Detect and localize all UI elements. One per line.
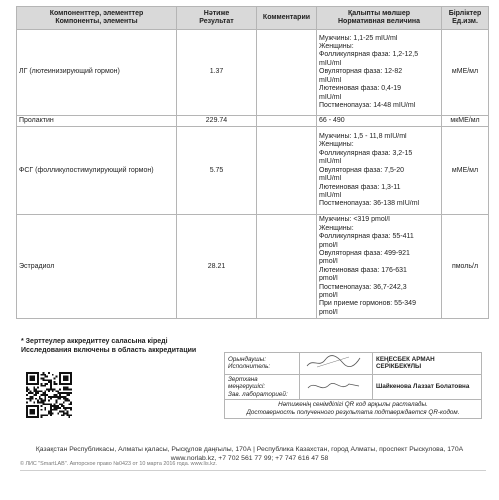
qr-note-row xyxy=(225,400,482,419)
accreditation-note: * Зерттеулер аккредиттеу саласына кіреді Исследования включены в область аккредитации xyxy=(21,338,197,354)
norm-line: Фолликулярная фаза: 3,2-15 xyxy=(319,149,413,157)
header-unit: Бірліктер Ед.изм. xyxy=(442,7,489,30)
component-name: Пролактин xyxy=(17,116,177,127)
head-role: Зертхана меңгерушісі: Зав. лабораторией: xyxy=(225,374,300,400)
result-row xyxy=(17,30,489,116)
comment-cell xyxy=(257,215,317,319)
qr-note: Нәтиженің сенімділігі QR код арқылы расталады. Достоверность полученного результата подтверждается QR-кодом. xyxy=(225,400,482,419)
unit-cell: мМЕ/мл xyxy=(442,30,489,116)
norm-line: Мужчины: 1,5 - 11,8 mIU/ml xyxy=(319,133,407,141)
norm-line: pmol/l xyxy=(319,292,338,300)
norm-line: mIU/ml xyxy=(319,59,342,67)
norm-line: Овуляторная фаза: 7,5-20 xyxy=(319,166,405,174)
result-row xyxy=(17,116,489,127)
footer-divider xyxy=(20,470,486,471)
head-signature xyxy=(300,374,373,400)
norm-cell xyxy=(317,127,442,215)
performer-signature xyxy=(300,353,373,375)
norm-line: Постменопауза: 36-138 mIU/ml xyxy=(319,200,420,208)
result-value: 5.75 xyxy=(177,127,257,215)
norm-line: pmol/l xyxy=(319,241,338,249)
norm-cell xyxy=(317,30,442,116)
norm-line: Мужчины: <319 pmol/l xyxy=(319,216,390,224)
norm-line: Овуляторная фаза: 12-82 xyxy=(319,68,403,76)
copyright: © ЛИС "SmartLAB". Авторское право №0423 от 10 марта 2016 года. www.lis.kz. xyxy=(20,461,218,467)
header-comment: Комментарии xyxy=(257,7,317,30)
result-row xyxy=(17,127,489,215)
norm-line: pmol/l xyxy=(319,275,338,283)
footer-address: Қазақстан Республикасы, Алматы қаласы, Рысқұлов даңғылы, 170А | Республика Казахстан, город Алматы, проспект Рыскулова, 170А www.norlab.kz, +7 702 561 77 99; +7 747 616 47 58 xyxy=(35,446,464,462)
norm-cell xyxy=(317,215,442,319)
norm-line: mIU/ml xyxy=(319,76,342,84)
norm-line: mIU/ml xyxy=(319,175,342,183)
norm-line: pmol/l xyxy=(319,258,338,266)
results-header-row xyxy=(17,7,489,30)
norm-line: Мужчины: 1,1-25 mIU/ml xyxy=(319,34,398,42)
norm-line: Фолликулярная фаза: 55-411 xyxy=(319,233,414,241)
component-name: ЛГ (лютеинизирующий гормон) xyxy=(17,30,177,116)
component-name: ФСГ (фолликулостимулирующий гормон) xyxy=(17,127,177,215)
signature-table xyxy=(224,352,482,419)
comment-cell xyxy=(257,30,317,116)
norm-line: mIU/ml xyxy=(319,158,342,166)
comment-cell xyxy=(257,127,317,215)
result-row xyxy=(17,215,489,319)
unit-cell: мМЕ/мл xyxy=(442,127,489,215)
norm-line: Лютеиновая фаза: 0,4-19 xyxy=(319,85,402,93)
norm-line: Постменопауза: 14-48 mIU/ml xyxy=(319,101,416,109)
norm-line: 66 - 490 xyxy=(319,117,345,124)
component-name: Эстрадиол xyxy=(17,215,177,319)
norm-line: Постменопауза: 36,7-242,3 xyxy=(319,283,407,291)
result-value: 1.37 xyxy=(177,30,257,116)
header-norm: Қалыпты мөлшер Нормативная величина xyxy=(317,7,442,30)
comment-cell xyxy=(257,116,317,127)
norm-line: При приеме гормонов: 55-349 xyxy=(319,300,416,308)
header-component: Компоненттер, элементтер Компоненты, элементы xyxy=(17,7,177,30)
header-result: Нәтиже Результат xyxy=(177,7,257,30)
norm-line: Женщины: xyxy=(319,224,354,232)
norm-line: Лютеиновая фаза: 176-631 xyxy=(319,266,407,274)
unit-cell: пмоль/л xyxy=(442,215,489,319)
norm-line: mIU/ml xyxy=(319,191,342,199)
norm-cell xyxy=(317,116,442,127)
norm-line: Овуляторная фаза: 499-921 xyxy=(319,250,410,258)
performer-row xyxy=(225,353,482,375)
norm-line: Женщины: xyxy=(319,141,354,149)
performer-role: Орындаушы: Исполнитель: xyxy=(225,353,300,375)
head-row xyxy=(225,374,482,400)
norm-line: Лютеиновая фаза: 1,3-11 xyxy=(319,183,401,191)
performer-name: КЕҢЕСБЕК АРМАН СЕРІКБЕКҰЛЫ xyxy=(373,353,482,375)
unit-cell: мкМЕ/мл xyxy=(442,116,489,127)
norm-line: Фолликулярная фаза: 1,2-12,5 xyxy=(319,51,419,59)
result-value: 229.74 xyxy=(177,116,257,127)
results-table xyxy=(16,6,489,319)
norm-line: Женщины: xyxy=(319,43,354,51)
head-name: Шайкенова Лаззат Болатовна xyxy=(373,374,482,400)
qr-code xyxy=(26,372,72,418)
result-value: 28.21 xyxy=(177,215,257,319)
norm-line: pmol/l xyxy=(319,308,338,316)
norm-line: mIU/ml xyxy=(319,93,342,101)
